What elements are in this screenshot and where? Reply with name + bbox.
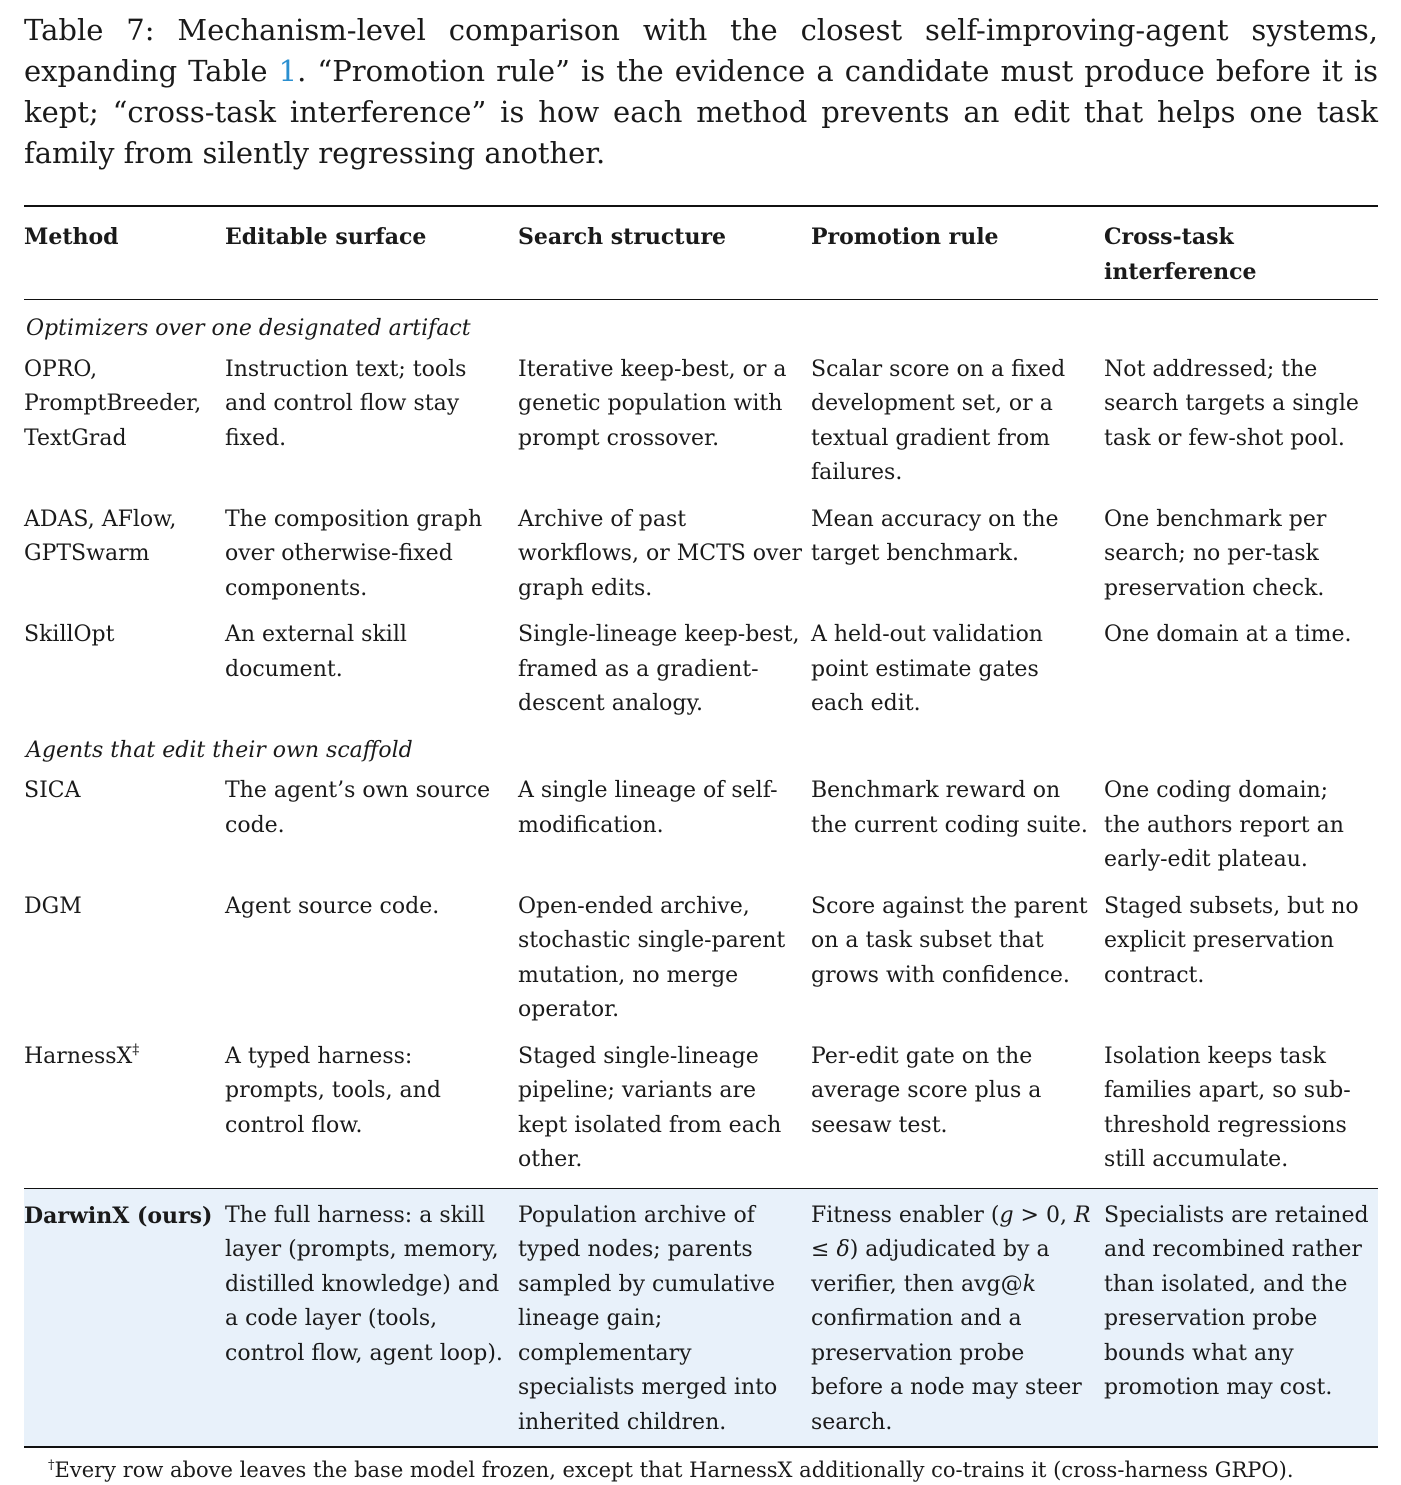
cell-interference: One coding domain; the authors report an early-edit plateau. bbox=[1104, 778, 1344, 872]
header-search-structure: Search structure bbox=[518, 224, 727, 250]
cell-promotion-rule: Scalar score on a fixed development set, or a textual gradient from failures. bbox=[811, 356, 1066, 485]
table-footnote bbox=[48, 1455, 1388, 1485]
math-delta: δ bbox=[836, 1237, 850, 1262]
cell-editable-surface: The agent’s own source code. bbox=[225, 778, 491, 838]
promotion-text: ≤ bbox=[811, 1237, 837, 1262]
promotion-text: confirmation and a preservation probe before a node may steer search. bbox=[811, 1306, 1082, 1435]
cell-method: SICA bbox=[24, 778, 81, 803]
cell-method bbox=[24, 1040, 225, 1189]
cell-promotion-rule: A held-out validation point estimate gates each edit. bbox=[811, 622, 1043, 716]
ours-row bbox=[24, 1188, 1378, 1447]
footnote-marker: ‡ bbox=[132, 1041, 140, 1058]
cell-interference: One domain at a time. bbox=[1104, 622, 1352, 647]
cell-search-structure: Single-lineage keep-best, framed as a gradient-descent analogy. bbox=[518, 622, 800, 716]
header-editable-surface: Editable surface bbox=[225, 224, 427, 250]
table-row bbox=[24, 353, 1378, 503]
table-caption bbox=[24, 10, 1378, 174]
cell-interference: Specialists are retained and recombined rather than isolated, and the preservation probe bounds what any promotion may cost. bbox=[1104, 1202, 1369, 1400]
cell-promotion-rule bbox=[811, 1188, 1104, 1447]
math-r: R bbox=[1073, 1202, 1091, 1228]
promotion-text: Fitness enabler ( bbox=[811, 1202, 1000, 1228]
header-method: Method bbox=[24, 224, 119, 250]
group-title: Optimizers over one designated artifact bbox=[26, 316, 471, 341]
table-row bbox=[24, 774, 1378, 890]
cell-editable-surface: The full harness: a skill layer (prompts, memory, distilled knowledge) and a code layer (tools, control flow, agent loop). bbox=[225, 1202, 503, 1366]
table-row bbox=[24, 1040, 1378, 1189]
promotion-text: ) adjudicated by a verifier, then avg@ bbox=[811, 1237, 1050, 1297]
method-name: HarnessX bbox=[24, 1043, 133, 1069]
cell-interference: Not addressed; the search targets a single task or few-shot pool. bbox=[1104, 356, 1359, 451]
cell-promotion-rule: Mean accuracy on the target benchmark. bbox=[811, 506, 1059, 566]
cell-promotion-rule: Per-edit gate on the average score plus a seesaw test. bbox=[811, 1043, 1042, 1138]
cell-method: ADAS, AFlow, GPTSwarm bbox=[24, 506, 177, 566]
group-title: Agents that edit their own scaffold bbox=[26, 737, 413, 763]
caption-text-a: Mechanism-level comparison with the closest self-improving-agent systems, expanding Table bbox=[24, 13, 1378, 88]
cell-promotion-rule: Score against the parent on a task subset that grows with confidence. bbox=[811, 893, 1088, 988]
cell-search-structure: Open-ended archive, stochastic single-parent mutation, no merge operator. bbox=[518, 893, 786, 1022]
math-g: g bbox=[999, 1202, 1014, 1228]
cell-interference: Isolation keeps task families apart, so sub-threshold regressions still accumulate. bbox=[1104, 1043, 1351, 1172]
math-k: k bbox=[1022, 1271, 1036, 1297]
cell-editable-surface: The composition graph over otherwise-fixed components. bbox=[225, 506, 483, 601]
caption-label: Table 7: bbox=[24, 13, 155, 47]
group-row bbox=[24, 300, 1378, 353]
cell-method: SkillOpt bbox=[24, 622, 115, 647]
cell-interference: Staged subsets, but no explicit preservation contract. bbox=[1104, 893, 1359, 988]
table-reference-link[interactable]: 1 bbox=[278, 54, 298, 88]
cell-promotion-rule: Benchmark reward on the current coding suite. bbox=[811, 778, 1088, 838]
cell-search-structure: Population archive of typed nodes; parents sampled by cumulative lineage gain; complementary specialists merged into inherited children. bbox=[518, 1202, 778, 1435]
caption-text-b: . “Promotion rule” is the evidence a candidate must produce before it is kept; “cross-task interference” is how each method prevents an edit that helps one task family from silently regressing another. bbox=[24, 54, 1379, 170]
group-row bbox=[24, 734, 1378, 775]
cell-editable-surface: An external skill document. bbox=[225, 622, 407, 682]
cell-search-structure: Iterative keep-best, or a genetic population with prompt crossover. bbox=[518, 356, 787, 451]
cell-interference: One benchmark per search; no per-task preservation check. bbox=[1104, 506, 1327, 601]
footnote-mark: † bbox=[48, 1458, 55, 1473]
header-row bbox=[24, 206, 1378, 300]
comparison-table bbox=[24, 205, 1378, 1448]
cell-search-structure: Archive of past workflows, or MCTS over graph edits. bbox=[518, 506, 803, 601]
header-cross-task-interference: Cross-task interference bbox=[1104, 224, 1257, 285]
table-row bbox=[24, 618, 1378, 734]
header-promotion-rule: Promotion rule bbox=[811, 224, 999, 250]
cell-method: DGM bbox=[24, 893, 82, 919]
cell-method: OPRO, PromptBreeder, TextGrad bbox=[24, 356, 202, 451]
promotion-text: > 0, bbox=[1013, 1202, 1074, 1228]
cell-search-structure: Staged single-lineage pipeline; variants are kept isolated from each other. bbox=[518, 1043, 782, 1172]
cell-editable-surface: Agent source code. bbox=[225, 893, 440, 919]
cell-editable-surface: A typed harness: prompts, tools, and control flow. bbox=[225, 1043, 441, 1138]
cell-editable-surface: Instruction text; tools and control flow stay fixed. bbox=[225, 356, 467, 451]
table-row bbox=[24, 503, 1378, 619]
cell-method: DarwinX (ours) bbox=[24, 1202, 213, 1229]
cell-search-structure: A single lineage of self-modification. bbox=[518, 778, 778, 838]
table-row bbox=[24, 890, 1378, 1040]
footnote-text: Every row above leaves the base model frozen, except that HarnessX additionally co-trains it (cross-harness GRPO). bbox=[54, 1458, 1294, 1482]
